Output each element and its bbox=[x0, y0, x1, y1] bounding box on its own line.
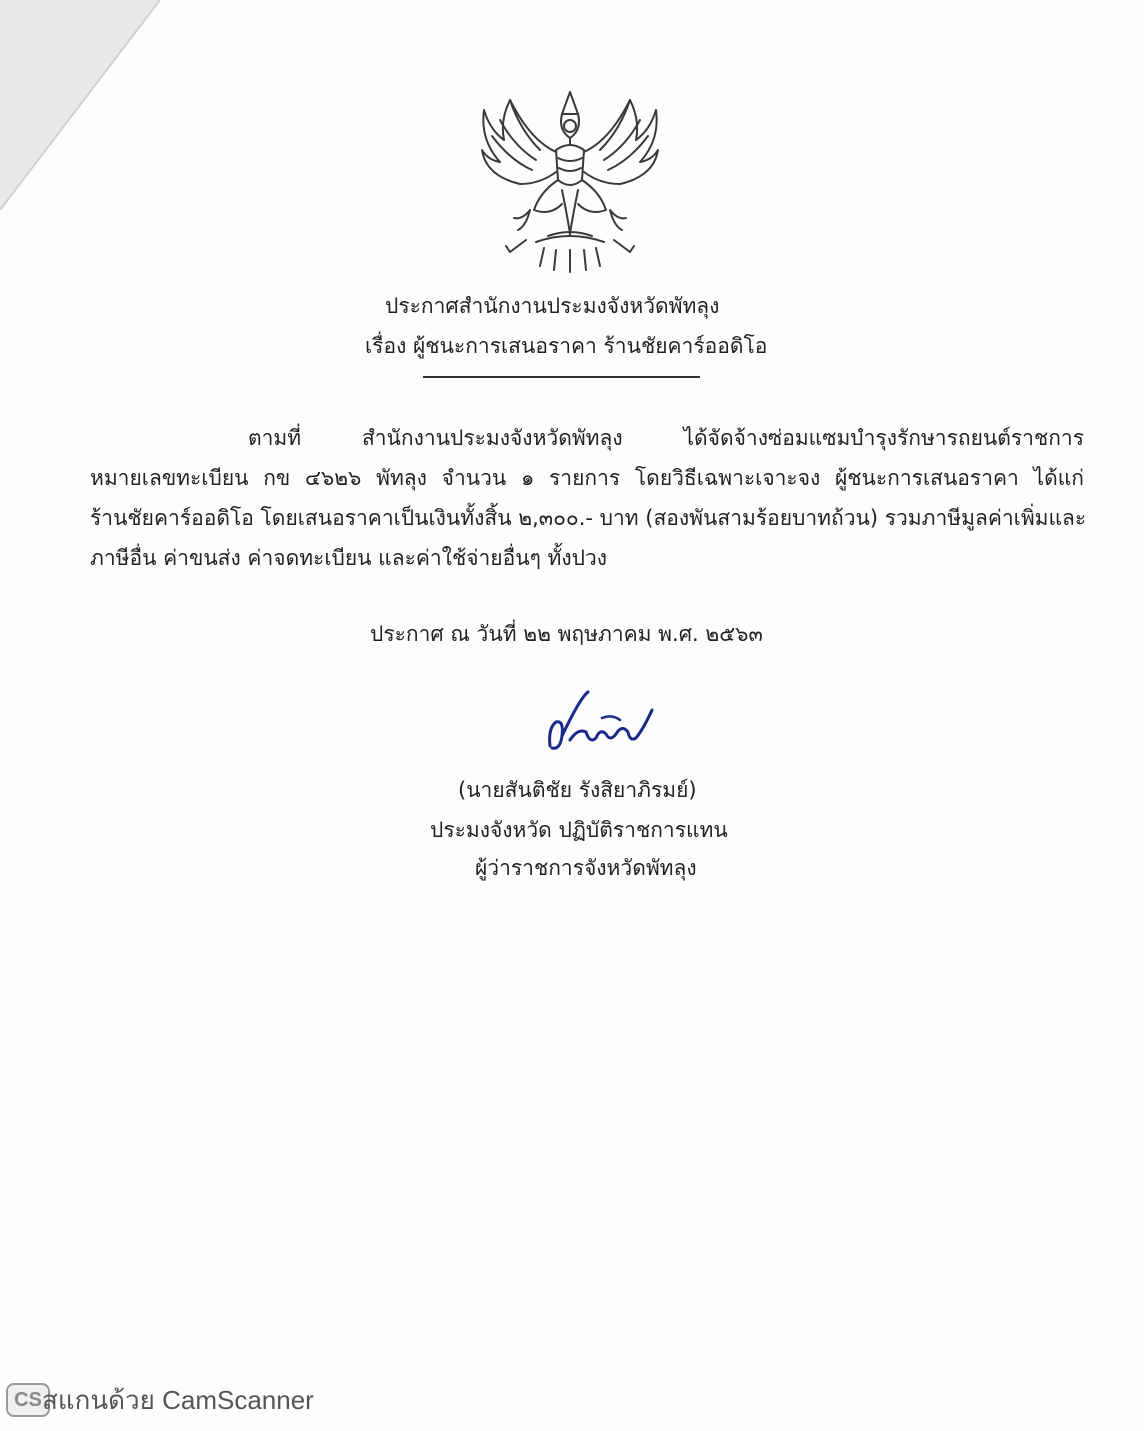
body-line-3: ร้านชัยคาร์ออดิโอ โดยเสนอราคาเป็นเงินทั้งสิ้น ๒,๓๐๐.- บาท (สองพันสามร้อยบาทถ้วน) รวมภาษีมูลค่าเพิ่มและ bbox=[90, 506, 1087, 530]
announcement-subject: เรื่อง ผู้ชนะการเสนอราคา ร้านชัยคาร์ออดิโอ bbox=[365, 334, 768, 358]
body-line-4: ภาษีอื่น ค่าขนส่ง ค่าจดทะเบียน และค่าใช้จ่ายอื่นๆ ทั้งปวง bbox=[90, 546, 607, 570]
garuda-emblem-icon bbox=[470, 80, 670, 280]
signatory-position-2: ผู้ว่าราชการจังหวัดพัทลุง bbox=[475, 856, 697, 880]
handwritten-signature bbox=[540, 688, 660, 758]
camscanner-watermark bbox=[6, 1380, 314, 1420]
title-divider bbox=[423, 376, 700, 378]
signatory-name: (นายสันติชัย รังสิยาภิรมย์) bbox=[458, 778, 697, 802]
announcement-date: ประกาศ ณ วันที่ ๒๒ พฤษภาคม พ.ศ. ๒๕๖๓ bbox=[370, 622, 763, 646]
signatory-position: ประมงจังหวัด ปฏิบัติราชการแทน bbox=[430, 818, 728, 842]
announcement-body bbox=[90, 418, 1087, 578]
camscanner-logo-icon: CS bbox=[6, 1383, 50, 1417]
page-fold-shadow bbox=[0, 0, 200, 260]
body-line-2: หมายเลขทะเบียน กข ๔๖๒๖ พัทลุง จำนวน ๑ รายการ โดยวิธีเฉพาะเจาะจง ผู้ชนะการเสนอราคา ได้แก่ bbox=[90, 466, 1084, 490]
camscanner-text: สแกนด้วย CamScanner bbox=[42, 1384, 314, 1415]
announcement-title: ประกาศสำนักงานประมงจังหวัดพัทลุง bbox=[385, 294, 720, 318]
body-line-1: ตามที่ สำนักงานประมงจังหวัดพัทลุง ได้จัดจ้างซ่อมแซมบำรุงรักษารถยนต์ราชการ bbox=[248, 426, 1084, 450]
